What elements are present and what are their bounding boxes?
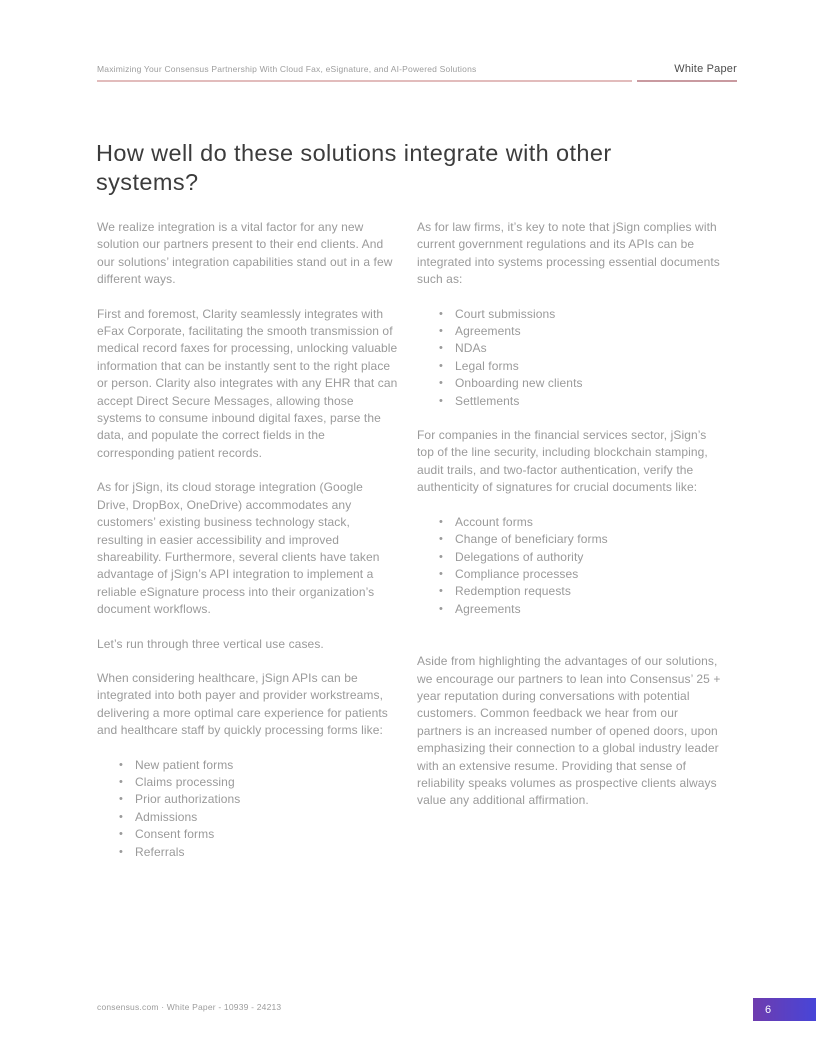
financial-documents-list [417, 514, 723, 618]
paragraph-clarity-integration: First and foremost, Clarity seamlessly integrates with eFax Corporate, facilitating the smooth transmission of medical record faxes for processing, unlocking valuable information that can be instantly sent to the right place or person. Clarity also integrates with any EHR that can accept Direct Secure Messages, allowing those systems to consume inbound digital faxes, parse the data, and populate the correct fields in the corresponding patient records. [97, 306, 398, 460]
list-item: • NDAs [439, 340, 723, 357]
list-item: • Redemption requests [439, 583, 723, 600]
paragraph-financial-services: For companies in the financial services sector, jSign’s top of the line security, including blockchain stamping, audit trails, and two-factor authentication, verify the authenticity of signatures for crucial documents like: [417, 428, 708, 495]
paragraph-jsign-cloud-storage: As for jSign, its cloud storage integration (Google Drive, DropBox, OneDrive) accommodates any customers’ existing business technology stack, resulting in easier accessibility and improved shareability. Furthermore, several clients have taken advantage of jSign’s API integration to implement a reliable eSignature process into their organization’s document workflows. [97, 480, 380, 617]
list-item: • Prior authorizations [119, 791, 398, 808]
list-item: • Compliance processes [439, 566, 723, 583]
list-item: • Agreements [439, 323, 723, 340]
list-item: • Agreements [439, 601, 723, 618]
list-item: • Delegations of authority [439, 549, 723, 566]
header-rule-right-segment [637, 80, 737, 82]
paragraph-use-cases-intro: Let’s run through three vertical use cases. [97, 636, 324, 651]
healthcare-forms-list [97, 757, 398, 861]
page-number-badge [753, 998, 816, 1021]
list-item: • Court submissions [439, 306, 723, 323]
header-rule [97, 80, 737, 82]
footer-source: consensus.com · White Paper - 10939 - 24213 [97, 1002, 282, 1012]
list-item: • Legal forms [439, 358, 723, 375]
doc-type-label: White Paper [674, 63, 737, 75]
list-item: • Account forms [439, 514, 723, 531]
legal-documents-list [417, 306, 723, 410]
paragraph-law-firms: As for law firms, it’s key to note that jSign complies with current government regulations and its APIs can be integrated into systems processing essential documents such as: [417, 220, 720, 287]
running-title: Maximizing Your Consensus Partnership With Cloud Fax, eSignature, and AI-Powered Solutions [97, 64, 477, 74]
page-title: How well do these solutions integrate with other systems? [96, 140, 612, 195]
list-item: • Admissions [119, 809, 398, 826]
header-rule-left-segment [97, 80, 632, 82]
page-header [97, 63, 737, 82]
paragraph-healthcare: When considering healthcare, jSign APIs can be integrated into both payer and provider workstreams, delivering a more optimal care experience for patients and healthcare staff by quickly processing forms like: [97, 670, 388, 738]
paragraph-integration-intro: We realize integration is a vital factor for any new solution our partners present to their end clients. And our solutions’ integration capabilities stand out in a few different ways. [97, 220, 393, 287]
list-item: • Change of beneficiary forms [439, 531, 723, 548]
list-item: • Onboarding new clients [439, 375, 723, 392]
list-item: • Referrals [119, 844, 398, 861]
header-row [97, 63, 737, 75]
list-item: • Settlements [439, 393, 723, 410]
right-column [417, 219, 723, 827]
list-item: • Claims processing [119, 774, 398, 791]
list-item: • Consent forms [119, 826, 398, 843]
paragraph-reputation: Aside from highlighting the advantages of our solutions, we encourage our partners to lean into Consensus’ 25 + year reputation during conversations with potential customers. Common feedback we hear from our partners is an increased number of opened doors, upon emphasizing their connection to a global industry leader with an extensive resume. Providing that sense of reliability speaks volumes as prospective clients always value any additional affirmation. [417, 654, 721, 808]
left-column [97, 219, 398, 878]
list-item: • New patient forms [119, 757, 398, 774]
page-number: 6 [765, 1003, 772, 1016]
